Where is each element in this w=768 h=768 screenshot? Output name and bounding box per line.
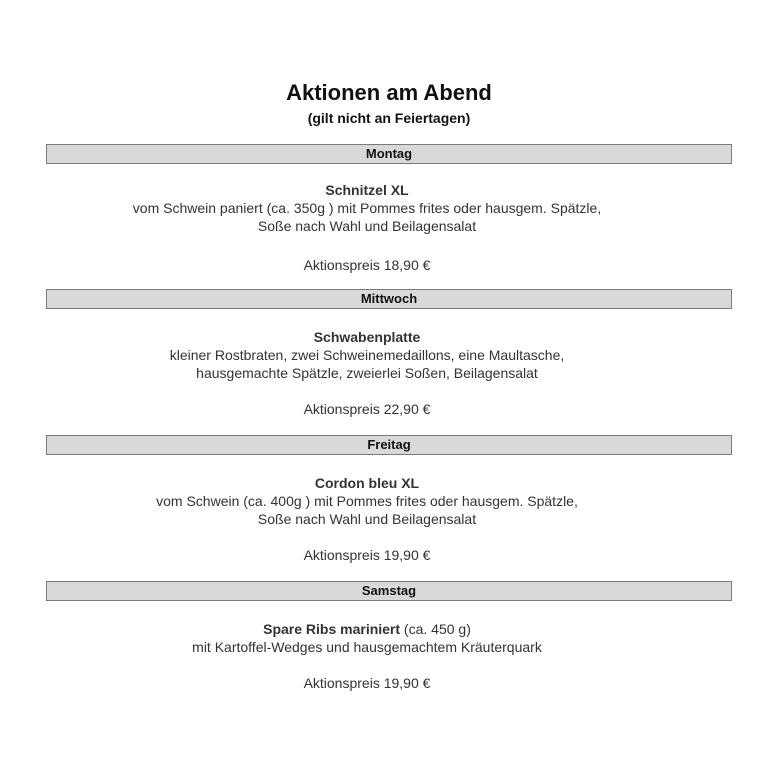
dish-name: Cordon bleu XL (314, 475, 420, 491)
dish-description-line: hausgemachte Spätzle, zweierlei Soßen, Beilagensalat (196, 365, 538, 381)
price-samstag: Aktionspreis 19,90 € (303, 675, 431, 691)
price-montag: Aktionspreis 18,90 € (303, 257, 431, 273)
dish-description-line: vom Schwein (ca. 400g ) mit Pommes frites oder hausgem. Spätzle, (156, 493, 578, 509)
day-header-samstag: Samstag (46, 581, 732, 601)
dish-description-line: vom Schwein paniert (ca. 350g ) mit Pommes frites oder hausgem. Spätzle, (132, 200, 602, 216)
dish-block-freitag (0, 474, 734, 528)
price-freitag: Aktionspreis 19,90 € (303, 547, 431, 563)
day-header-montag: Montag (46, 144, 732, 164)
dish-description-line: mit Kartoffel-Wedges und hausgemachtem Kräuterquark (192, 639, 542, 655)
dish-block-mittwoch (0, 328, 734, 382)
page-title: Aktionen am Abend (286, 80, 492, 105)
dish-description-line: Soße nach Wahl und Beilagensalat (257, 511, 477, 527)
dish-description-line: kleiner Rostbraten, zwei Schweinemedaillons, eine Maultasche, (169, 347, 565, 363)
page-subtitle: (gilt nicht an Feiertagen) (307, 110, 471, 126)
dish-name: Schwabenplatte (313, 329, 421, 345)
price-mittwoch: Aktionspreis 22,90 € (303, 401, 431, 417)
dish-description-line: Soße nach Wahl und Beilagensalat (257, 218, 477, 234)
dish-name-suffix: (ca. 450 g) (400, 621, 471, 637)
day-header-freitag: Freitag (46, 435, 732, 455)
dish-name: Spare Ribs mariniert (263, 621, 401, 637)
dish-block-montag (0, 181, 734, 235)
dish-name: Schnitzel XL (325, 182, 409, 198)
dish-block-samstag (0, 620, 734, 656)
day-header-mittwoch: Mittwoch (46, 289, 732, 309)
